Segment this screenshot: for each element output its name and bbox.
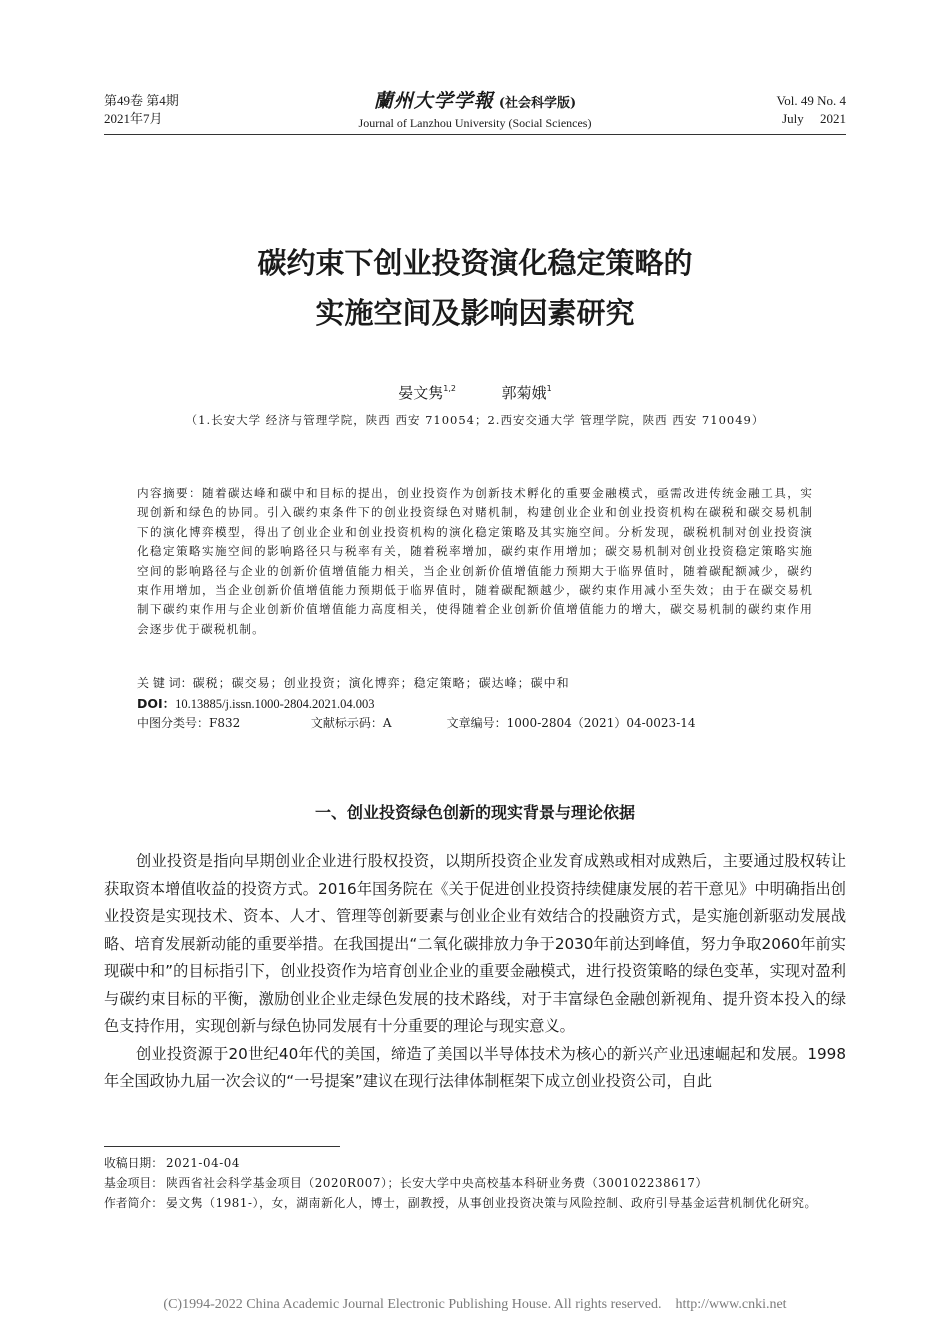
footnote-text: 2021-04-04 <box>166 1156 241 1170</box>
issue-info-en <box>777 92 846 128</box>
abstract-text: 随着碳达峰和碳中和目标的提出，创业投资作为创新技术孵化的重要金融模式，亟需改进传统金融工具，实现创新和绿色的协同。引入碳约束条件下的创业投资绿色对赌机制，构建创业企业和创业投资机构在碳税和碳交易机制下的演化博弈模型，得出了创业企业和创业投资机构的演化稳定策略及其实施空间。分析发现，碳税机制对创业投资演化稳定策略实施空间的影响路径只与税率有关，随着税率增加，碳约束作用增加；碳交易机制对创业投资稳定策略实施空间的影响路径与企业的创新价值增值能力相关，当企业创新价值增值能力预期大于临界值时，随着碳配额减少，碳约束作用增加，当企业创新价值增值能力预期低于临界值时，随着碳配额越少，碳约束作用减小至失效；由于在碳交易机制下碳约束作用与企业创新价值增值能力高度相关，使得随着企业创新价值增值能力的增大，碳交易机制的碳约束作用会逐步优于碳税机制。 <box>137 486 813 636</box>
footnote-label: 收稿日期： <box>104 1156 163 1170</box>
doi-link[interactable]: 10.13885/j.issn.1000-2804.2021.04.003 <box>175 697 375 711</box>
body-paragraph: 创业投资源于20世纪40年代的美国，缔造了美国以半导体技术为核心的新兴产业迅速崛起和发展。1998年全国政协九届一次会议的“一号提案”建议在现行法律体制框架下成立创业投资公司，自此 <box>104 1044 846 1090</box>
section-heading: 一、创业投资绿色创新的现实背景与理论依据 <box>314 803 635 822</box>
footnote-author <box>104 1193 846 1213</box>
body-paragraph: 创业投资是指向早期创业企业进行股权投资，以期所投资企业发育成熟或相对成熟后，主要通过股权转让获取资本增值收益的投资方式。2016年国务院在《关于促进创业投资持续健康发展的若干意见》中明确指出创业投资是实现技术、资本、人才、管理等创新要素与创业企业有效结合的投融资方式，是实施创新驱动发展战略、培育发展新动能的重要举措。在我国提出“二氧化碳排放力争于2030年前达到峰值，努力争取2060年前实现碳中和”的目标指引下，创业投资作为培育创业企业的重要金融模式，进行投资策略的绿色变革，实现对盈利与碳约束目标的平衡，激励创业企业走绿色发展的技术路线，对于丰富绿色金融创新视角、提升资本投入的绿色支持作用，实现创新与绿色协同发展有十分重要的理论与现实意义。 <box>104 852 846 1035</box>
author-affil-mark: 1 <box>546 384 552 393</box>
volume-issue-en: Vol. 49 No. 4 <box>776 93 846 108</box>
author-name: 晏文隽 <box>398 384 444 402</box>
body-text <box>104 848 846 1096</box>
footnote-text: 陕西省社会科学基金项目（2020R007）；长安大学中央高校基本科研业务费（300102238617） <box>166 1176 708 1190</box>
journal-name-en: Journal of Lanzhou University (Social Sciences) <box>358 116 592 130</box>
footnote-rule <box>104 1146 340 1147</box>
article-number: 文章编号：1000-2804（2021）04-0023-14 <box>446 716 696 730</box>
classification-line <box>137 714 696 733</box>
author-affil-mark: 1,2 <box>443 384 457 393</box>
author-list <box>0 382 950 403</box>
title-line-2: 实施空间及影响因素研究 <box>315 296 635 330</box>
doi-label: DOI： <box>137 696 176 711</box>
author-name: 郭菊娥 <box>501 384 547 402</box>
keywords <box>137 674 570 693</box>
footnote-label: 基金项目： <box>104 1176 163 1190</box>
header-rule <box>104 134 846 135</box>
journal-logo-cn: 蘭州大学学報 <box>373 90 494 112</box>
journal-edition: (社会科学版) <box>498 96 577 111</box>
keywords-text: 碳税；碳交易；创业投资；演化博弈；稳定策略；碳达峰；碳中和 <box>192 676 570 690</box>
footnote-label: 作者简介： <box>104 1196 163 1210</box>
footnote-received <box>104 1153 846 1173</box>
date-cn: 2021年7月 <box>104 111 163 126</box>
footnote-text: 晏文隽（1981-），女，湖南新化人，博士，副教授，从事创业投资决策与风险控制、政府引导基金运营机制优化研究。 <box>166 1196 817 1210</box>
affiliations: （1.长安大学 经济与管理学院，陕西 西安 710054；2.西安交通大学 管理学院，陕西 西安 710049） <box>185 413 765 427</box>
volume-issue-cn: 第49卷 第4期 <box>104 93 179 108</box>
date-en: July 2021 <box>782 111 846 126</box>
clc-code: 中图分类号：F832 <box>137 716 241 730</box>
paper-title <box>0 238 950 338</box>
copyright-notice: (C)1994-2022 China Academic Journal Electronic Publishing House. All rights reserved. http://www.cnki.net <box>163 1297 787 1312</box>
abstract <box>137 484 813 639</box>
footnotes <box>104 1153 846 1213</box>
footnote-funding <box>104 1173 846 1193</box>
abstract-label: 内容摘要： <box>137 486 203 500</box>
doi-line <box>137 694 374 714</box>
title-line-1: 碳约束下创业投资演化稳定策略的 <box>257 246 693 280</box>
keywords-label: 关 键 词： <box>137 676 193 690</box>
document-code: 文献标示码：A <box>310 716 392 730</box>
